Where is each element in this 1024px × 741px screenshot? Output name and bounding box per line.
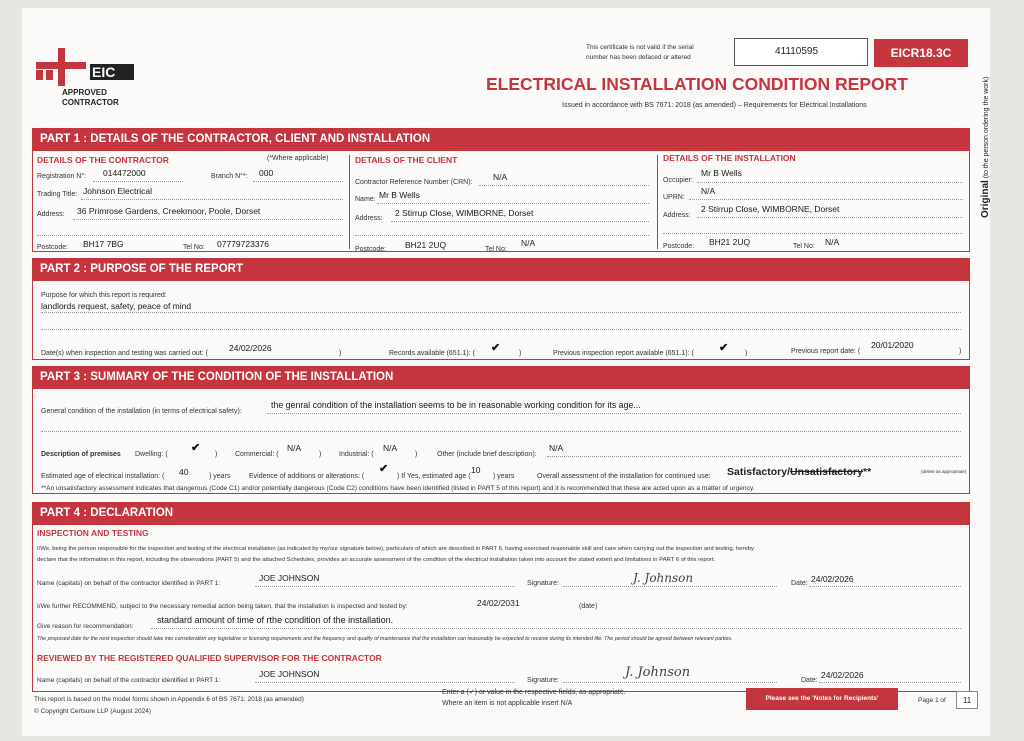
installation-title: DETAILS OF THE INSTALLATION bbox=[663, 153, 796, 163]
side-label-rest: (to the person ordering the work) bbox=[983, 76, 990, 179]
crn-label: Contractor Reference Number (CRN): bbox=[355, 179, 473, 186]
reason-value: standard amount of time of rthe condition of the installation. bbox=[157, 615, 394, 625]
niceic-logo-mark-icon bbox=[36, 48, 136, 86]
client-postcode-value: BH21 2UQ bbox=[405, 240, 447, 250]
dwelling-label: Dwelling: ( bbox=[135, 451, 168, 458]
overall-delete: (delete as appropriate) bbox=[921, 469, 967, 474]
logo-approved: APPROVED bbox=[62, 88, 107, 97]
recommend-value: 24/02/2031 bbox=[477, 598, 520, 608]
contractor-tel-value: 07779723376 bbox=[217, 239, 270, 249]
part4-heading: PART 4 : DECLARATION bbox=[32, 502, 970, 524]
part2-heading: PART 2 : PURPOSE OF THE REPORT bbox=[32, 258, 970, 280]
installation-postcode-value: BH21 2UQ bbox=[709, 237, 751, 247]
unsatisfactory-footnote: **An unsatisfactory assessment indicates that dangerous (Code C1) and/or potentially dangerous (Code C2) conditions have been identified (listed in PART 5 of this report) and it is recommended that these are acted upon as a matter of urgency. bbox=[41, 485, 755, 492]
serial-note-2: number has been defaced or altered bbox=[586, 54, 691, 61]
sup-name-label: Name (capitals) on behalf of the contractor identified in PART 1: bbox=[37, 677, 221, 684]
recommend-date-label: (date) bbox=[579, 603, 598, 610]
other-value: N/A bbox=[549, 443, 564, 453]
sup-signature: J. Johnson bbox=[625, 665, 691, 680]
form-code-badge bbox=[874, 39, 968, 67]
contractor-address-label: Address: bbox=[37, 211, 65, 218]
general-label: General condition of the installation (in terms of electrical safety): bbox=[41, 408, 242, 415]
age-value: 40 bbox=[179, 467, 189, 477]
where-applicable: (*Where applicable) bbox=[267, 155, 329, 162]
overall-label: Overall assessment of the installation for continued use: bbox=[537, 473, 711, 480]
client-title: DETAILS OF THE CLIENT bbox=[355, 155, 458, 165]
serial-number: 41110595 bbox=[775, 46, 819, 57]
copyright-text: © Copyright Certsure LLP (August 2024) bbox=[34, 708, 152, 715]
client-address-value: 2 Stirrup Close, WIMBORNE, Dorset bbox=[395, 208, 534, 218]
installation-tel-value: N/A bbox=[825, 237, 840, 247]
prev-report-tick: ✔ bbox=[719, 342, 729, 354]
recommend-label: I/We further RECOMMEND, subject to the necessary remedial action being taken, that the installation is inspected and tested by: bbox=[37, 603, 408, 610]
installation-tel-label: Tel No: bbox=[793, 243, 815, 250]
client-name-value: Mr B Wells bbox=[379, 190, 420, 200]
if-yes-value: 10 bbox=[471, 465, 481, 475]
evidence-tick: ✔ bbox=[379, 463, 389, 475]
client-postcode-label: Postcode: bbox=[355, 246, 387, 253]
sup-signature-label: Signature: bbox=[527, 677, 559, 684]
sup-date-value: 24/02/2026 bbox=[821, 670, 864, 680]
serial-number-box bbox=[734, 38, 868, 66]
enter-note: Enter a (✓) or value in the respective fields, as appropriate. bbox=[442, 689, 626, 696]
dates-label: Date(s) when inspection and testing was carried out: ( bbox=[41, 350, 208, 357]
occupier-value: Mr B Wells bbox=[701, 168, 742, 178]
installation-address-label: Address: bbox=[663, 212, 691, 219]
report-subtitle: Issued in accordance with BS 7671: 2018 (as amended) – Requirements for Electrical Installations bbox=[562, 102, 867, 109]
commercial-label: Commercial: ( bbox=[235, 451, 279, 458]
prev-date-label: Previous report date: ( bbox=[791, 348, 861, 355]
sup-date-label: Date: bbox=[801, 677, 818, 684]
sup-name-value: JOE JOHNSON bbox=[259, 669, 320, 679]
industrial-label: Industrial: ( bbox=[339, 451, 374, 458]
branch-value: 000 bbox=[259, 168, 274, 178]
contractor-title: DETAILS OF THE CONTRACTOR bbox=[37, 155, 169, 165]
premises-label: Description of premises bbox=[41, 451, 121, 458]
prev-report-label: Previous inspection report available (651.1): ( bbox=[553, 350, 694, 357]
prev-date-value: 20/01/2020 bbox=[871, 340, 914, 350]
reg-value: 014472000 bbox=[103, 168, 146, 178]
dates-value: 24/02/2026 bbox=[229, 343, 272, 353]
declaration-text-1: I/We, being the person responsible for the inspection and testing of the electrical installation (as indicated by my/our signature below), particulars of which are described in PART 6, having exercised reasonable skill and care when carrying out the inspection and testing, hereby bbox=[37, 546, 754, 552]
contractor-address-value: 36 Primrose Gardens, Creekmoor, Poole, Dorset bbox=[77, 206, 261, 216]
name-value: JOE JOHNSON bbox=[259, 573, 320, 583]
client-tel-label: Tel No: bbox=[485, 246, 507, 253]
report-title: ELECTRICAL INSTALLATION CONDITION REPORT bbox=[486, 74, 908, 94]
uprn-label: UPRN: bbox=[663, 194, 685, 201]
svg-text:EIC: EIC bbox=[92, 64, 116, 80]
side-label-bold: Original bbox=[980, 180, 991, 218]
records-tick: ✔ bbox=[491, 342, 501, 354]
form-code: EICR18.3C bbox=[890, 46, 952, 60]
general-value: the genral condition of the installation seems to be in reasonable working condition for its age... bbox=[271, 400, 641, 410]
purpose-value: landlords request, safety, peace of mind bbox=[41, 301, 192, 311]
certificate-sheet bbox=[22, 8, 990, 736]
installation-postcode-label: Postcode: bbox=[663, 243, 695, 250]
logo-contractor: CONTRACTOR bbox=[62, 98, 119, 107]
age-label: Estimated age of electrical installation: ( bbox=[41, 473, 165, 480]
trading-label: Trading Title: bbox=[37, 191, 78, 198]
industrial-value: N/A bbox=[383, 443, 398, 453]
client-name-label: Name: bbox=[355, 196, 376, 203]
na-note: Where an item is not applicable insert N/A bbox=[442, 700, 573, 707]
overall-assessment: Satisfactory/Unsatisfactory** bbox=[727, 466, 872, 478]
dwelling-tick: ✔ bbox=[191, 442, 201, 454]
overall-unsatisfactory: Unsatisfactory bbox=[790, 466, 863, 478]
evidence-label: Evidence of additions or alterations: ( bbox=[249, 473, 365, 480]
installation-address-value: 2 Stirrup Close, WIMBORNE, Dorset bbox=[701, 204, 840, 214]
side-label bbox=[980, 77, 991, 218]
reg-label: Registration N°: bbox=[37, 173, 87, 180]
reason-label: Give reason for recommendation: bbox=[37, 623, 134, 630]
part2-box: Purpose for which this report is required: landlords request, safety, peace of mind Date(s) when inspection and testing was carried out: ( 24/02/2026 ) Records available (651.1): ( ✔ ) Previous inspection report available (651.1): ( ✔ ) Previous report date: ( 20/01/2020 ) bbox=[32, 280, 970, 360]
records-label: Records available (651.1): ( bbox=[389, 350, 475, 357]
inspection-title: INSPECTION AND TESTING bbox=[37, 528, 149, 538]
uprn-value: N/A bbox=[701, 186, 716, 196]
notes-for-recipients-badge bbox=[746, 688, 898, 710]
proposed-note: The proposed date for the next inspection should take into consideration any legislative or licensing requirements and the frequency and quality of maintenance that the installation can reasonably be expected to receive during its intended life. The period should be agreed between relevant parties. bbox=[37, 636, 733, 642]
commercial-value: N/A bbox=[287, 443, 302, 453]
crn-value: N/A bbox=[493, 172, 508, 182]
contractor-postcode-label: Postcode: bbox=[37, 244, 69, 251]
date-label: Date: bbox=[791, 580, 808, 587]
years2-label: ) years bbox=[493, 473, 515, 480]
years-label: ) years bbox=[209, 473, 231, 480]
part4-box bbox=[32, 524, 970, 692]
signature: J. Johnson bbox=[633, 571, 694, 585]
supervisor-title: REVIEWED BY THE REGISTERED QUALIFIED SUPERVISOR FOR THE CONTRACTOR bbox=[37, 653, 382, 663]
contractor-tel-label: Tel No: bbox=[183, 244, 205, 251]
contractor-postcode-value: BH17 7BG bbox=[83, 239, 124, 249]
notes-for-recipients-text: Please see the 'Notes for Recipients' bbox=[765, 695, 879, 702]
part1-box bbox=[32, 150, 970, 252]
part3-box: General condition of the installation (in terms of electrical safety): the genral condition of the installation seems to be in reasonable working condition for its age... Description of premises Dwelling: ( ✔ ) Commercial: ( N/A ) Industrial: ( N/A ) Other (include brief description): N/A Estimated age of electrical installation: ( 40 ) years Evidence of additions or alterations: ( ✔ ) If Yes, estimated age ( 10 ) years Overall assessment of the installation for continued use: Satisfactory/Unsatisfactory** (delete as appropriate) **An unsatisfactory assessment indicates that dangerous (Code C1) and/or potentially dangerous (Code C2) conditions have been identified (listed in PART 5 of this report) and it is recommended that these are acted upon as a matter of urgency. bbox=[32, 388, 970, 494]
overall-satisfactory: Satisfactory/ bbox=[727, 466, 791, 478]
signature-label: Signature: bbox=[527, 580, 559, 587]
client-address-label: Address: bbox=[355, 215, 383, 222]
declaration-text-2: declare that the information in this report, including the observations (PART 5) and the attached Schedules, provides an accurate assessment of the condition of the electrical installation taken into account the stated extent and limitations in PART 6 of this report. bbox=[37, 557, 716, 563]
based-on-text: This report is based on the model forms shown in Appendix 6 of BS 7671: 2018 (as amended) bbox=[34, 696, 304, 703]
other-label: Other (include brief description): bbox=[437, 451, 537, 458]
niceic-logo bbox=[36, 48, 146, 108]
branch-label: Branch N°*: bbox=[211, 173, 248, 180]
name-label: Name (capitals) on behalf of the contractor identified in PART 1: bbox=[37, 580, 221, 587]
purpose-label: Purpose for which this report is required: bbox=[41, 292, 167, 299]
page-label: Page 1 of bbox=[918, 697, 946, 704]
occupier-label: Occupier: bbox=[663, 177, 693, 184]
serial-note-1: This certificate is not valid if the serial bbox=[586, 44, 694, 51]
trading-value: Johnson Electrical bbox=[83, 186, 152, 196]
client-tel-value: N/A bbox=[521, 238, 536, 248]
part1-heading: PART 1 : DETAILS OF THE CONTRACTOR, CLIENT AND INSTALLATION bbox=[32, 128, 970, 150]
page-total-box bbox=[956, 691, 978, 709]
date-value: 24/02/2026 bbox=[811, 574, 854, 584]
part3-heading: PART 3 : SUMMARY OF THE CONDITION OF THE INSTALLATION bbox=[32, 366, 970, 388]
page-total: 11 bbox=[962, 696, 972, 705]
if-yes-label: ) If Yes, estimated age ( bbox=[397, 473, 471, 480]
